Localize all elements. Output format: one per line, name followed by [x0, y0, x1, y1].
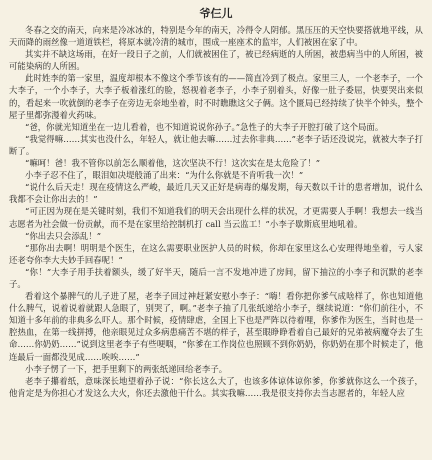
paragraph: 小李子愣了一下，把手里剩下的两张纸递回给老李子。 — [25, 363, 228, 374]
paragraph: “爸，你就光知道坐在一边儿看着，也不知道说说你孙子。”急性子的大李子开腔打破了这个局面。 — [25, 121, 384, 132]
paragraph: 小李子忍不住了，眼泪如决堤般涌了出来：“为什么你就是不肯听我一次！” — [25, 170, 304, 181]
paragraph: 老李子攥着纸，意味深长地望着孙子说：“你长这么大了，也该多体谅体谅你爹，你爹就你这么一个孩子，他肯定是为你担心才发这么大火，你还去激他干什么。其实我嘛……我是很支持你去当志愿者的，年轻人应 — [9, 375, 423, 398]
paragraph: “你出去只会添乱！” — [25, 230, 102, 241]
paragraph: “说什么后天走！现在疫情这么严峻，最近几天又正好是病毒的爆发期，每天数以千计的患者增加，说什么我都不会让你出去的！” — [9, 182, 423, 205]
paragraph: “你！”大李子用手扶着额头，缓了好半天，随后一言不发地冲进了房间，留下抽泣的小李子和沉默的老李子。 — [9, 266, 423, 289]
story-body — [9, 24, 423, 399]
paragraph: “可正因为现在是关键时刻，我们不知道我们的明天会出现什么样的状况，才更需要人手啊！我想去一线当志愿者为社会做一份贡献，而不是在家里给控制机打 call 当云监工！”小李子歇斯底里地吼着。 — [9, 206, 423, 229]
paragraph: “嘛呵！爸！我不管你以前怎么顺着他，这次坚决不行！这次实在是太危险了！” — [25, 158, 321, 169]
paragraph: “那你出去啊！明明是个医生，在这么需要职业医护人员的时候，你却在家里这么心安理得地坐着，亏人家还老夸你李大夫妙手回春呢！” — [9, 242, 423, 265]
paragraph: 冬春之交的南天，向来是冷冰冰的，特别是今年的南天，冷得令人阴郁。黑压压的天空快要搭就地平线，从天而降的雨丝像一道道铁栏，将原本就冷清的城市，围成一座座术的监牢，人们被困在家了中。 — [9, 25, 423, 48]
story-title: 爷仨儿 — [199, 7, 233, 20]
paragraph: 看着这个暴脾气的儿子进了屋，老李子回过神赶紧安慰小李子：“嗨！看你把你爹气成啥样了，你也知道他什么脾气，说着说着就跟人急眼了，别哭了，啊。”老李子抽了几张纸递给小李子，继续说道：“你们前往小，不知道十多年前的非典多么吓人。那个时候，疫情肆虐，全国上下也是严阵以待着哩，你爹作为医生，当时也是一腔热血，在第一线拼搏，他亲眼见过众多病患痛苦不堪的样子，甚至眼睁睁看着自己最好的兄弟被病魔夺去了生命……你奶奶……”说到这里老李子有些哽咽，“你爹在工作岗位也照顾不到你奶奶，你奶奶在那个时候走了，他连最后一面都没见成……唉唉……” — [9, 291, 423, 362]
paragraph: 其实并不缺这场雨，在好一段日子之前，人们就被困住了，被已经病逝的人所困，被患病当中的人所困，被可能染病的人所困。 — [9, 49, 423, 72]
paragraph: “我觉得嘛……其实也没什么，年轻人，就让他去嘛……过去你非典……”老李子话还没说完，就被大李子打断了。 — [9, 133, 423, 156]
paragraph: 此时姓李的第一家里，温度却根本不像这个季节该有的——简直冷到了极点。家里三人，一个老李子，一个大李子，一个小李子，大李子板着涨红的脸，怒视着老李子，小李子别着头，好像一肚子委屈，快要哭出来似的，看起来一吹就倒的老李子在旁边无奈地坐着，时不时瞧瞧这父子俩。这个匮局已经持续了快半个钟头，整个屋子里都弥漫着火药味。 — [9, 73, 423, 120]
